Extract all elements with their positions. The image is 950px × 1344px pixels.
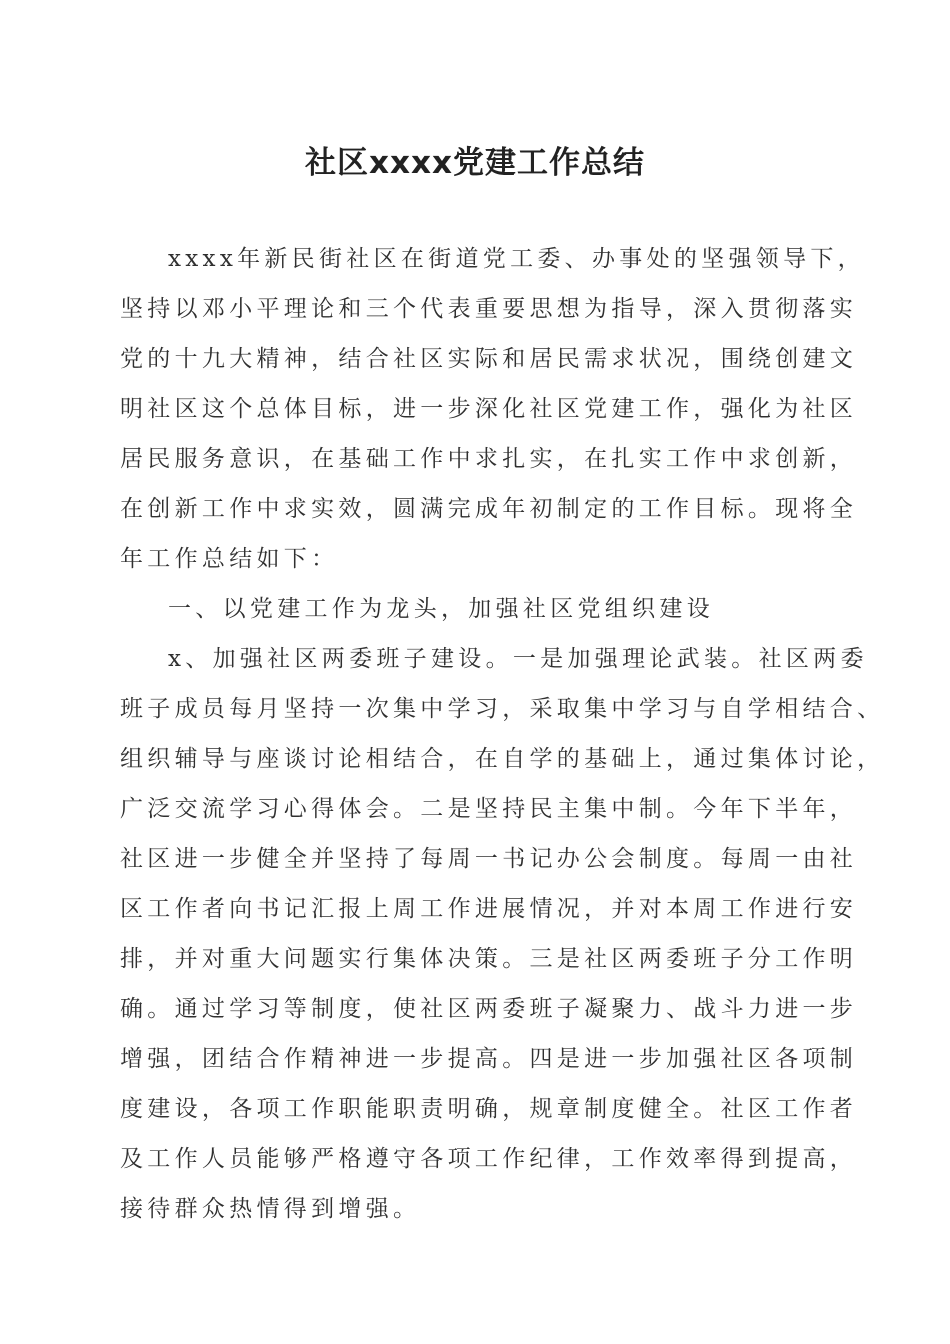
paragraph-2-line-9: 增强，团结合作精神进一步提高。四是进一步加强社区各项制	[120, 1046, 858, 1072]
paragraph-2-line-11: 及工作人员能够严格遵守各项工作纪律，工作效率得到提高，	[120, 1146, 858, 1172]
paragraph-2-line-3: 组织辅导与座谈讨论相结合，在自学的基础上，通过集体讨论，	[120, 746, 885, 772]
paragraph-1-line-7: 年工作总结如下：	[120, 546, 339, 572]
paragraph-1-line-1: xxxx年新民街社区在街道党工委、办事处的坚强领导下，	[168, 246, 865, 272]
paragraph-1-line-5: 居民服务意识，在基础工作中求扎实，在扎实工作中求创新，	[120, 446, 858, 472]
paragraph-2-line-1: x、加强社区两委班子建设。一是加强理论武装。社区两委	[168, 646, 868, 672]
section-heading-1: 一、以党建工作为龙头，加强社区党组织建设	[168, 596, 714, 622]
document-title: 社区xxxx党建工作总结	[305, 145, 645, 181]
paragraph-2-line-6: 区工作者向书记汇报上周工作进展情况，并对本周工作进行安	[120, 896, 858, 922]
paragraph-1-line-3: 党的十九大精神，结合社区实际和居民需求状况，围绕创建文	[120, 346, 858, 372]
paragraph-2-line-4: 广泛交流学习心得体会。二是坚持民主集中制。今年下半年，	[120, 796, 858, 822]
paragraph-2-line-10: 度建设，各项工作职能职责明确，规章制度健全。社区工作者	[120, 1096, 858, 1122]
paragraph-2-line-12: 接待群众热情得到增强。	[120, 1196, 421, 1222]
paragraph-2-line-5: 社区进一步健全并坚持了每周一书记办公会制度。每周一由社	[120, 846, 858, 872]
paragraph-2-line-8: 确。通过学习等制度，使社区两委班子凝聚力、战斗力进一步	[120, 996, 858, 1022]
paragraph-2-line-7: 排，并对重大问题实行集体决策。三是社区两委班子分工作明	[120, 946, 858, 972]
paragraph-1-line-6: 在创新工作中求实效，圆满完成年初制定的工作目标。现将全	[120, 496, 858, 522]
paragraph-1-line-2: 坚持以邓小平理论和三个代表重要思想为指导，深入贯彻落实	[120, 296, 858, 322]
paragraph-1-line-4: 明社区这个总体目标，进一步深化社区党建工作，强化为社区	[120, 396, 858, 422]
paragraph-2-line-2: 班子成员每月坚持一次集中学习，采取集中学习与自学相结合、	[120, 696, 885, 722]
